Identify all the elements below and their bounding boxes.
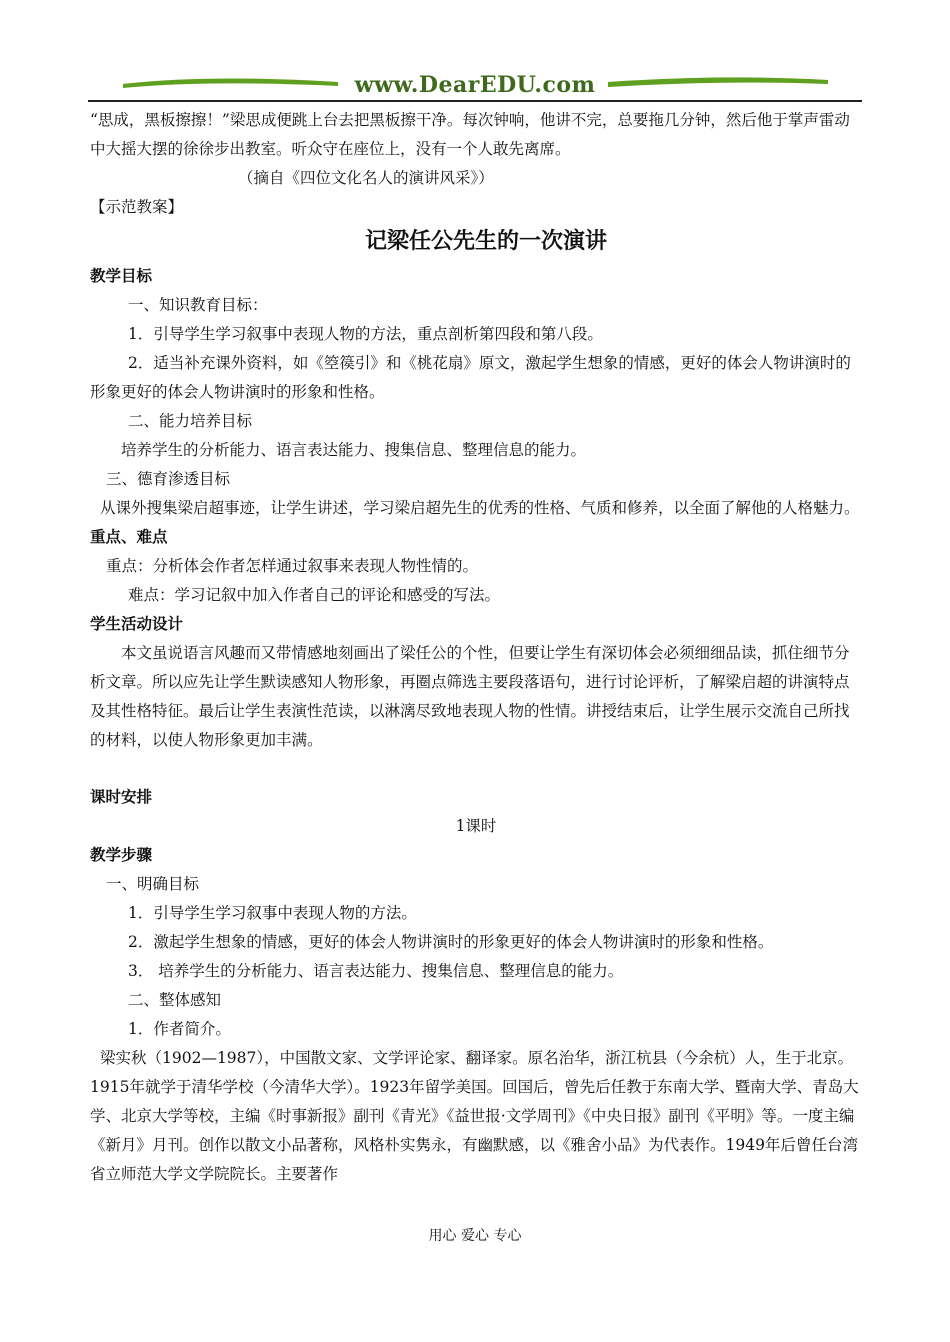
goal-ability: 二、能力培养目标 [128, 412, 253, 430]
goal-ability-1: 培养学生的分析能力、语言表达能力、搜集信息、整理信息的能力。 [121, 441, 587, 459]
header-divider [88, 100, 862, 102]
heading-activity: 学生活动设计 [90, 615, 184, 633]
heading-goals: 教学目标 [90, 267, 153, 285]
step-objective-3: 3． 培养学生的分析能力、语言表达能力、搜集信息、整理信息的能力。 [128, 962, 624, 980]
heading-steps: 教学步骤 [90, 846, 153, 864]
source-citation: （摘自《四位文化名人的演讲风采》） [238, 169, 494, 187]
page-footer: 用心 爱心 专心 [428, 1228, 522, 1244]
schedule-value: 1课时 [455, 817, 497, 835]
step-objective-2: 2．激起学生想象的情感，更好的体会人物讲演时的形象更好的体会人物讲演时的形象和性格。 [128, 933, 774, 951]
activity-design: 本文虽说语言风趣而又带情感地刻画出了梁任公的个性，但要让学生有深切体会必须细细品读，抓住细节分析文章。所以应先让学生默读感知人物形象，再圈点筛选主要段落语句，进行讨论评析，了解梁启超的讲演特点及其性格特征。最后让学生表演性范读，以淋漓尽致地表现人物的性情。讲授结束后，让学生展示交流自己所找的材料，以使人物形象更加丰满。 [90, 644, 850, 749]
goal-moral-1: 从课外搜集梁启超事迹，让学生讲述，学习梁启超先生的优秀的性格、气质和修养，以全面了解他的人格魅力。 [100, 499, 860, 517]
step-overview: 二、整体感知 [128, 991, 222, 1009]
step-author-intro: 1．作者简介。 [128, 1020, 231, 1038]
goal-moral: 三、德育渗透目标 [106, 470, 231, 488]
author-biography: 梁实秋（1902—1987），中国散文家、文学评论家、翻译家。原名治华，浙江杭县（今余杭）人，生于北京。1915年就学于清华学校（今清华大学）。1923年留学美国。回国后，曾先后任教于东南大学、暨南大学、青岛大学、北京大学等校，主编《时事新报》副刊《青光》《益世报·文学周刊》《中央日报》副刊《平明》等。一度主编《新月》月刊。创作以散文小品著称，风格朴实隽永，有幽默感，以《雅舍小品》为代表作。1949年后曾任台湾省立师范大学文学院院长。主要著作 [90, 1049, 859, 1183]
site-name: www.DearEDU.com [354, 72, 596, 98]
section-tag: 【示范教案】 [90, 198, 184, 216]
lesson-title: 记梁任公先生的一次演讲 [364, 229, 607, 254]
difficult-point: 难点：学习记叙中加入作者自己的评论和感受的写法。 [128, 586, 501, 604]
goal-knowledge: 一、知识教育目标： [128, 296, 268, 314]
paragraph-anecdote: “思成，黑板擦擦！”梁思成便跳上台去把黑板擦干净。每次钟响，他讲不完，总要拖几分钟，然后他于掌声雷动中大摇大摆的徐徐步出教室。听众守在座位上，没有一个人敢先离席。 [90, 111, 850, 158]
step-objective-1: 1．引导学生学习叙事中表现人物的方法。 [128, 904, 417, 922]
page-header [88, 70, 862, 102]
heading-key-points: 重点、难点 [90, 528, 168, 546]
goal-knowledge-2: 2．适当补充课外资料，如《箜篌引》和《桃花扇》原文，激起学生想象的情感，更好的体会人物讲演时的形象更好的体会人物讲演时的形象和性格。 [90, 354, 851, 401]
key-point: 重点：分析体会作者怎样通过叙事来表现人物性情的。 [106, 557, 479, 575]
heading-schedule: 课时安排 [90, 788, 153, 806]
goal-knowledge-1: 1．引导学生学习叙事中表现人物的方法，重点剖析第四段和第八段。 [128, 325, 603, 343]
step-objectives: 一、明确目标 [106, 875, 200, 893]
document-body [90, 106, 862, 1189]
